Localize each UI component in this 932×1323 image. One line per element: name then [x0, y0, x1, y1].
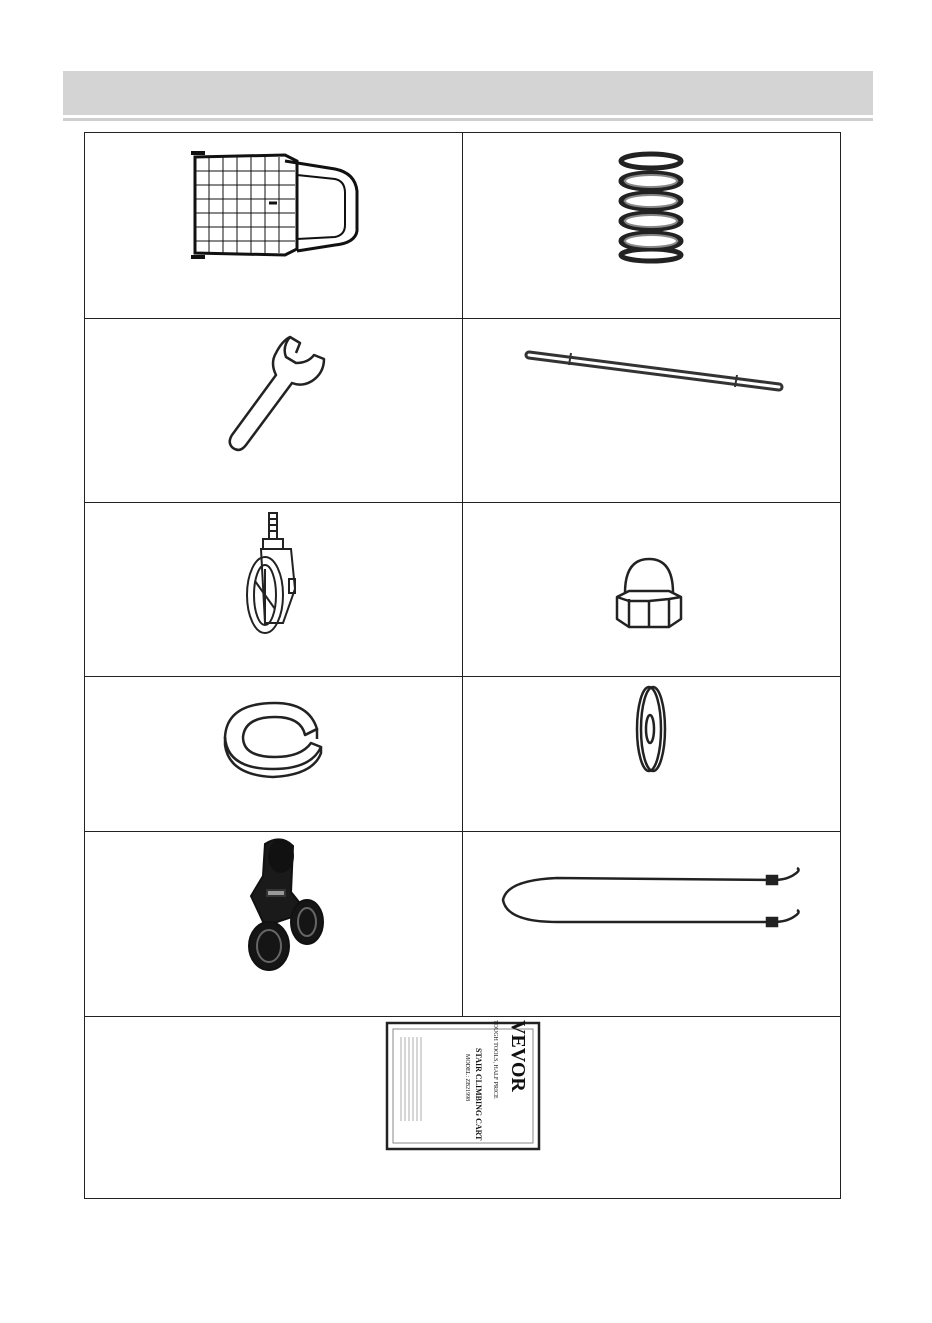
axle-rod-icon [523, 347, 785, 395]
header-divider [63, 118, 873, 121]
part-cell [463, 319, 840, 502]
parts-row [85, 832, 840, 1017]
part-cell [463, 677, 840, 831]
parts-table [84, 132, 841, 1199]
section-header-bar [63, 71, 873, 115]
manual-tagline: TOUGH TOOLS, HALF PRICE [492, 1020, 498, 1099]
bungee-cord-icon [497, 868, 803, 934]
flat-washer-icon [633, 683, 669, 775]
parts-row [85, 133, 840, 319]
tri-wheel-icon [237, 836, 327, 972]
part-cell [463, 503, 840, 676]
part-cell [85, 133, 463, 318]
wrench-icon [220, 329, 330, 454]
parts-row [85, 677, 840, 832]
parts-row [85, 503, 840, 677]
basket-frame-icon [185, 151, 365, 261]
manual-brand: VEVOR [507, 1020, 529, 1092]
coil-spring-icon [611, 151, 691, 263]
part-cell [85, 832, 463, 1016]
part-cell [85, 677, 463, 831]
part-cell [463, 133, 840, 318]
part-cell [463, 832, 840, 1016]
part-cell [85, 503, 463, 676]
manual-icon [385, 1021, 541, 1151]
parts-row [85, 319, 840, 503]
part-cell [85, 319, 463, 502]
manual-product: STAIR CLIMBING CART [474, 1048, 483, 1141]
spring-washer-icon [217, 695, 329, 777]
manual-model: MODEL: ZB21998 [464, 1054, 470, 1102]
caster-wheel-icon [235, 511, 315, 639]
parts-row [85, 1017, 840, 1200]
part-cell [85, 1017, 840, 1200]
cap-nut-icon [611, 553, 687, 633]
